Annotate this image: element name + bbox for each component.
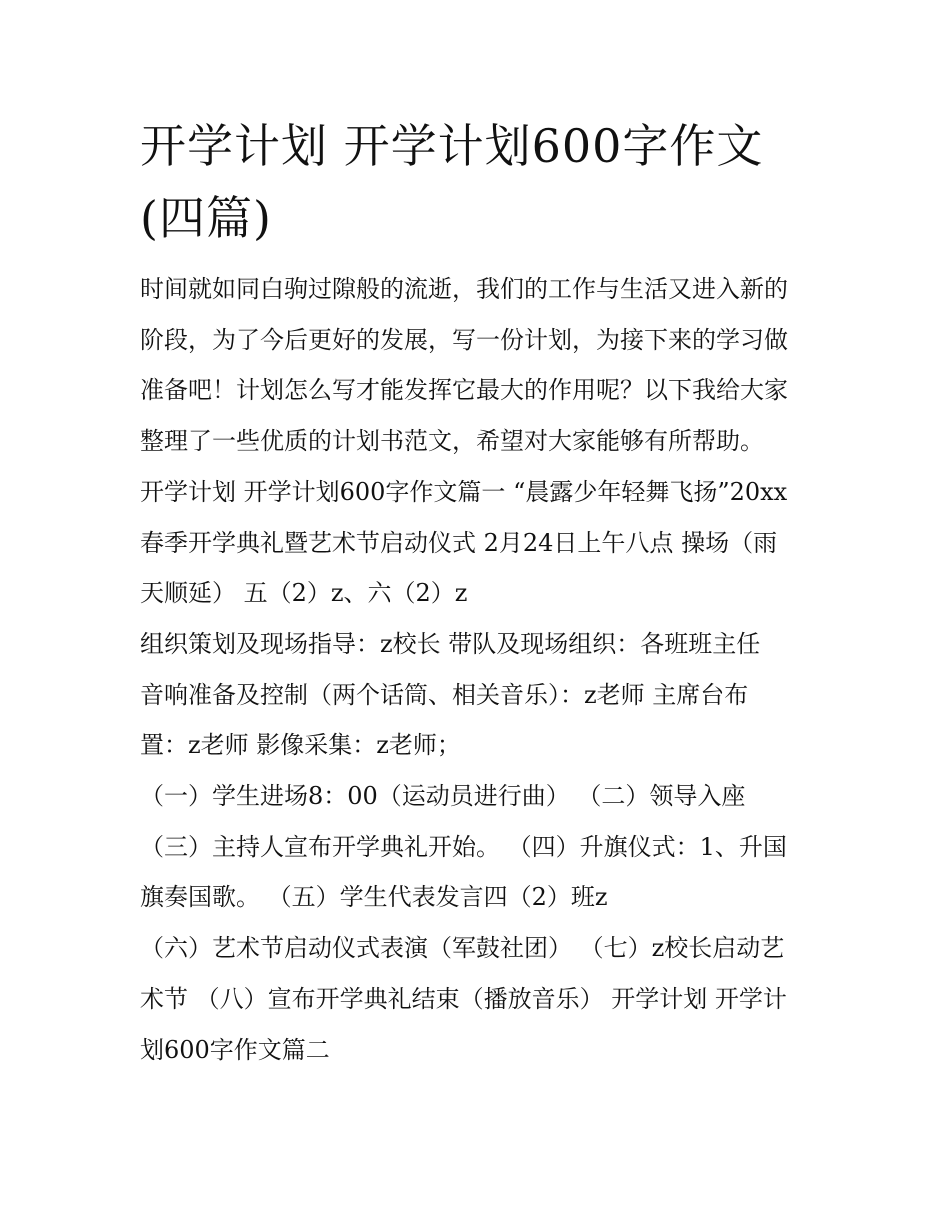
title-line: 开学计划 开学计划600字作文: [140, 119, 764, 173]
body-line: 术节 （八）宣布开学典礼结束（播放音乐） 开学计划 开学计: [140, 984, 787, 1013]
body-line: 阶段，为了今后更好的发展，写一份计划，为接下来的学习做: [140, 325, 788, 354]
body-line: 音响准备及控制（两个话筒、相关音乐）：z老师 主席台布: [140, 680, 749, 709]
body-line: 旗奏国歌。 （五）学生代表发言四（2）班z: [140, 883, 608, 912]
body-line: 准备吧！计划怎么写才能发挥它最大的作用呢？以下我给大家: [140, 376, 788, 405]
document-title: [140, 110, 820, 254]
body-line: （三）主持人宣布开学典礼开始。 （四）升旗仪式：1、升国: [140, 832, 787, 861]
document-page: [140, 110, 820, 1075]
body-line: 划600字作文篇二: [140, 1035, 330, 1064]
body-line: 春季开学典礼暨艺术节启动仪式 2月24日上午八点 操场（雨: [140, 528, 778, 557]
document-body: [140, 264, 820, 1075]
title-line: (四篇): [140, 191, 272, 245]
body-line: 置：z老师 影像采集：z老师；: [140, 731, 461, 760]
body-line: （六）艺术节启动仪式表演（军鼓社团） （七）z校长启动艺: [140, 934, 785, 963]
body-line: （一）学生进场8：00（运动员进行曲） （二）领导入座: [140, 782, 746, 811]
body-line: 天顺延） 五（2）z、六（2）z: [140, 579, 468, 608]
body-line: 组织策划及现场指导：z校长 带队及现场组织：各班班主任: [140, 629, 761, 658]
body-line: 开学计划 开学计划600字作文篇一 “晨露少年轻舞飞扬”20xx: [140, 477, 788, 506]
body-line: 整理了一些优质的计划书范文，希望对大家能够有所帮助。: [140, 427, 764, 456]
body-line: 时间就如同白驹过隙般的流逝，我们的工作与生活又进入新的: [140, 275, 788, 303]
